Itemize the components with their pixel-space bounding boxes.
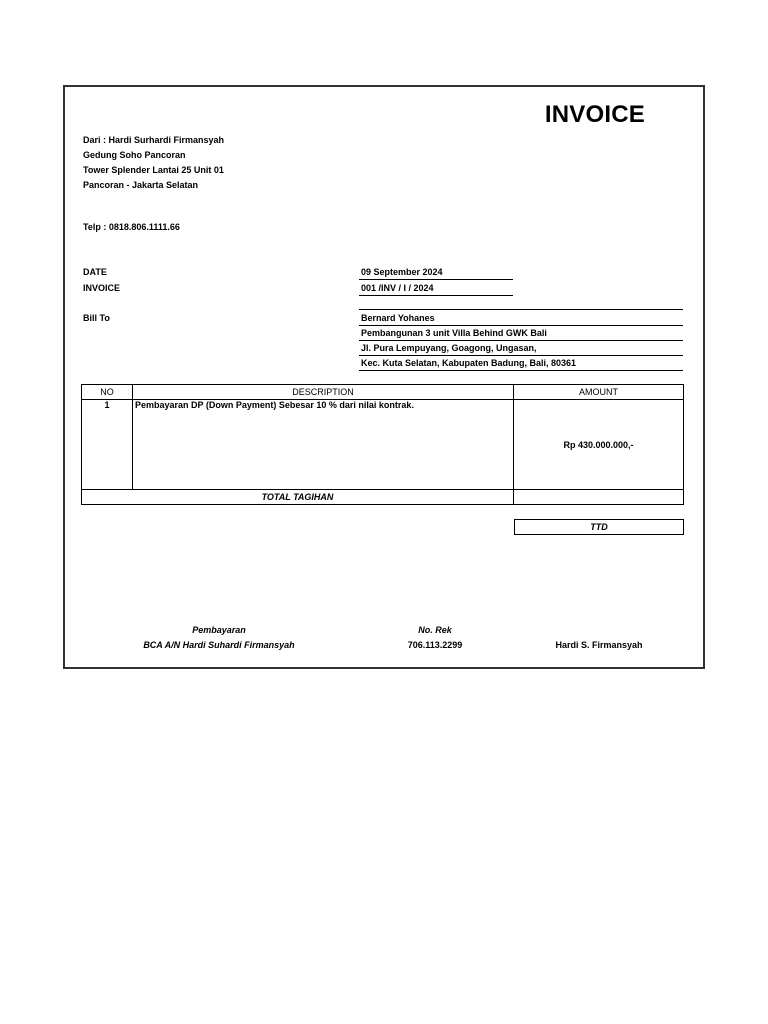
header-amount: AMOUNT: [514, 385, 684, 400]
row-amount: Rp 430.000.000,-: [514, 400, 684, 490]
total-label: TOTAL TAGIHAN: [82, 490, 514, 505]
sender-city: Pancoran - Jakarta Selatan: [83, 180, 199, 190]
sender-block: [83, 133, 224, 193]
bill-to-top-rule: [359, 309, 683, 310]
bill-to-address-2: Kec. Kuta Selatan, Kabupaten Badung, Bali, 80361: [359, 356, 683, 371]
sender-name: Dari : Hardi Surhardi Firmansyah: [83, 135, 225, 145]
total-value: [514, 490, 684, 505]
payment-label: Pembayaran: [192, 625, 246, 635]
signature-label: TTD: [514, 519, 684, 535]
bill-to-name: Bernard Yohanes: [359, 311, 683, 326]
sender-tower: Tower Splender Lantai 25 Unit 01: [83, 165, 224, 175]
table-row: [82, 400, 684, 490]
items-table: [81, 384, 684, 505]
invoice-title: INVOICE: [544, 101, 645, 128]
invoice-number-value: 001 /INV / I / 2024: [359, 281, 513, 296]
account-label: No. Rek: [418, 625, 452, 635]
bill-to-label: Bill To: [83, 313, 110, 323]
header-no: NO: [82, 385, 133, 400]
total-row: [82, 490, 684, 505]
invoice-number-label: INVOICE: [83, 283, 121, 293]
payment-value: BCA A/N Hardi Suhardi Firmansyah: [143, 640, 295, 650]
bill-to-project: Pembangunan 3 unit Villa Behind GWK Bali: [359, 326, 683, 341]
header-description: DESCRIPTION: [133, 385, 514, 400]
bill-to-address-1: Jl. Pura Lempuyang, Goagong, Ungasan,: [359, 341, 683, 356]
row-no: 1: [82, 400, 133, 490]
date-value: 09 September 2024: [359, 265, 513, 280]
account-value: 706.113.2299: [407, 640, 463, 650]
table-header-row: [82, 385, 684, 400]
row-description: Pembayaran DP (Down Payment) Sebesar 10 % dari nilai kontrak.: [133, 400, 514, 490]
invoice-page: [63, 85, 705, 669]
date-label: DATE: [83, 267, 107, 277]
sender-phone: Telp : 0818.806.1111.66: [83, 222, 180, 232]
signer-name: Hardi S. Firmansyah: [555, 640, 643, 650]
sender-building: Gedung Soho Pancoran: [83, 150, 186, 160]
